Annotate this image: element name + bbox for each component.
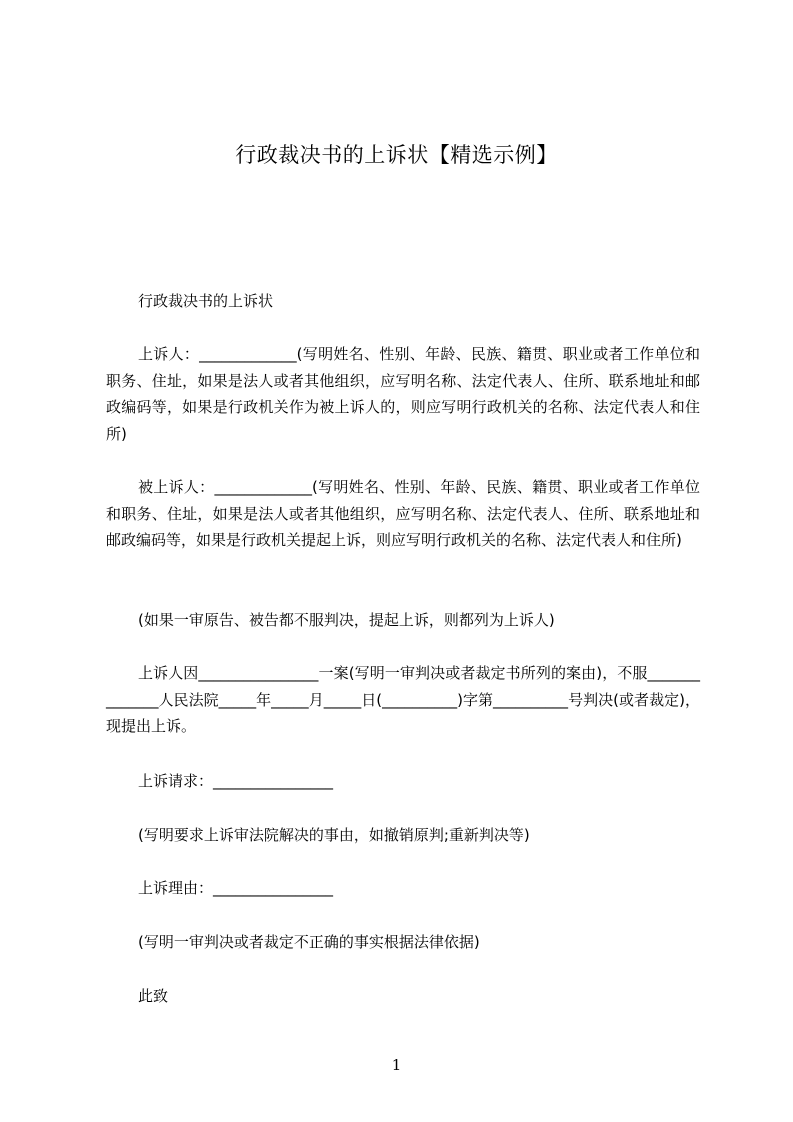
section-heading: 行政裁决书的上诉状 (138, 292, 274, 310)
both-parties-note: (如果一审原告、被告都不服判决，提起上诉，则都列为上诉人) (138, 611, 555, 629)
appeal-reason: 上诉理由：________________ (138, 879, 334, 897)
closing-salutation: 此致 (138, 987, 169, 1005)
appeal-request: 上诉请求：________________ (138, 772, 334, 790)
document-title: 行政裁决书的上诉状【精选示例】 (235, 143, 558, 167)
appeal-reason-note: (写明一审判决或者裁定不正确的事实根据法律依据) (138, 933, 480, 951)
page-number: 1 (391, 1056, 402, 1074)
appellee-paragraph: 被上诉人：_____________(写明姓名、性别、年龄、民族、籍贯、职业或者工作单位和职务、住址，如果是法人或者其他组织，应写明名称、法定代表人、住所、联系地址和邮政编码等，如果是行政机关提起上诉，则应写明行政机关的名称、法定代表人和住所) (106, 478, 700, 549)
appeal-request-note: (写明要求上诉审法院解决的事由，如撤销原判;重新判决等) (138, 826, 530, 844)
appeal-cause-paragraph: 上诉人因________________一案(写明一审判决或者裁定书所列的案由)，不服______________人民法院_____年_____月_____日(__________)字第__________号判决(或者裁定)，现提出上诉。 (106, 664, 700, 735)
appellant-paragraph: 上诉人：_____________(写明姓名、性别、年龄、民族、籍贯、职业或者工作单位和职务、住址，如果是法人或者其他组织，应写明名称、法定代表人、住所、联系地址和邮政编码等，如果是行政机关作为被上诉人的，则应写明行政机关的名称、法定代表人和住所) (106, 345, 700, 443)
